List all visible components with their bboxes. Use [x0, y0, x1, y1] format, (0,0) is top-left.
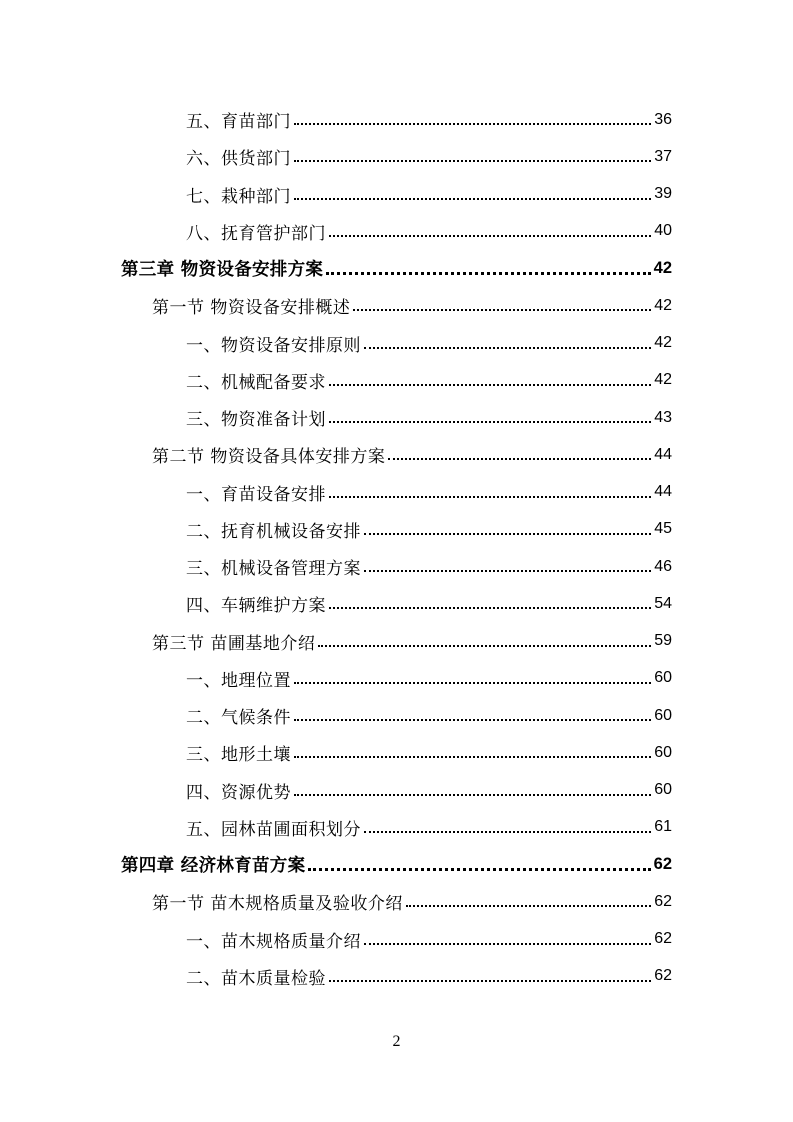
toc-entry-title: 第三节 苗圃基地介绍 [152, 633, 316, 654]
toc-dot-leader [329, 980, 651, 982]
toc-entry-title: 一、地理位置 [186, 670, 291, 691]
toc-entry-title: 四、资源优势 [186, 782, 291, 803]
toc-entry-item[interactable] [0, 213, 793, 250]
toc-entry-page-number: 39 [654, 185, 672, 203]
toc-dot-leader [308, 868, 650, 871]
toc-entry-title: 第一节 苗木规格质量及验收介绍 [152, 894, 403, 915]
toc-entry-page-number: 60 [654, 743, 672, 761]
toc-entry-page-number: 59 [654, 632, 672, 650]
toc-dot-leader [353, 309, 651, 311]
toc-entry-title: 一、物资设备安排原则 [186, 335, 361, 356]
toc-entry-item[interactable] [0, 399, 793, 436]
toc-dot-leader [294, 756, 651, 758]
toc-entry-page-number: 62 [653, 855, 672, 874]
toc-entry-title: 四、车辆维护方案 [186, 596, 326, 617]
toc-dot-leader [318, 645, 651, 647]
toc-entry-item[interactable] [0, 362, 793, 399]
page-number: 2 [392, 1033, 401, 1050]
toc-entry-section[interactable] [0, 436, 793, 473]
toc-entry-item[interactable] [0, 697, 793, 734]
toc-entry-title: 三、机械设备管理方案 [186, 559, 361, 580]
toc-entry-page-number: 36 [654, 110, 672, 128]
toc-dot-leader [388, 458, 651, 460]
toc-entry-item[interactable] [0, 921, 793, 958]
toc-entry-title: 五、园林苗圃面积划分 [186, 819, 361, 840]
toc-entry-page-number: 42 [653, 259, 672, 278]
toc-dot-leader [329, 235, 651, 237]
toc-dot-leader [364, 831, 651, 833]
toc-entry-item[interactable] [0, 585, 793, 622]
toc-entry-section[interactable] [0, 883, 793, 920]
toc-dot-leader [329, 421, 651, 423]
toc-dot-leader [329, 384, 651, 386]
toc-entry-item[interactable] [0, 325, 793, 362]
toc-entry-page-number: 62 [654, 967, 672, 985]
toc-dot-leader [294, 719, 651, 721]
toc-entry-page-number: 60 [654, 781, 672, 799]
toc-entry-item[interactable] [0, 809, 793, 846]
toc-entry-item[interactable] [0, 138, 793, 175]
toc-entry-section[interactable] [0, 623, 793, 660]
toc-entry-page-number: 44 [654, 483, 672, 501]
toc-entry-item[interactable] [0, 772, 793, 809]
toc-dot-leader [294, 794, 651, 796]
table-of-contents [0, 101, 793, 995]
toc-dot-leader [294, 682, 651, 684]
toc-entry-title: 第四章 经济林育苗方案 [121, 856, 306, 877]
toc-entry-page-number: 40 [654, 222, 672, 240]
toc-entry-page-number: 61 [654, 818, 672, 836]
toc-dot-leader [364, 347, 651, 349]
toc-entry-item[interactable] [0, 548, 793, 585]
toc-entry-title: 第二节 物资设备具体安排方案 [152, 447, 386, 468]
toc-entry-chapter[interactable] [0, 250, 793, 287]
toc-entry-page-number: 45 [654, 520, 672, 538]
toc-entry-title: 七、栽种部门 [186, 186, 291, 207]
toc-entry-page-number: 60 [654, 669, 672, 687]
toc-entry-item[interactable] [0, 511, 793, 548]
toc-entry-item[interactable] [0, 101, 793, 138]
toc-entry-page-number: 42 [654, 371, 672, 389]
toc-dot-leader [329, 496, 651, 498]
toc-entry-item[interactable] [0, 660, 793, 697]
toc-dot-leader [294, 123, 651, 125]
toc-dot-leader [294, 160, 651, 162]
toc-entry-page-number: 43 [654, 408, 672, 426]
toc-entry-page-number: 62 [654, 930, 672, 948]
toc-dot-leader [406, 905, 651, 907]
toc-entry-item[interactable] [0, 958, 793, 995]
toc-entry-page-number: 62 [654, 892, 672, 910]
toc-entry-page-number: 60 [654, 706, 672, 724]
toc-entry-page-number: 42 [654, 334, 672, 352]
toc-entry-section[interactable] [0, 287, 793, 324]
toc-entry-title: 六、供货部门 [186, 149, 291, 170]
toc-entry-page-number: 44 [654, 445, 672, 463]
toc-dot-leader [326, 272, 650, 275]
toc-entry-page-number: 37 [654, 147, 672, 165]
toc-entry-chapter[interactable] [0, 846, 793, 883]
toc-entry-title: 二、气候条件 [186, 708, 291, 729]
toc-entry-title: 三、物资准备计划 [186, 410, 326, 431]
toc-entry-page-number: 54 [654, 594, 672, 612]
toc-entry-title: 第一节 物资设备安排概述 [152, 298, 351, 319]
toc-dot-leader [329, 607, 651, 609]
toc-entry-title: 八、抚育管护部门 [186, 223, 326, 244]
toc-entry-title: 二、苗木质量检验 [186, 968, 326, 989]
toc-entry-title: 一、苗木规格质量介绍 [186, 931, 361, 952]
toc-dot-leader [364, 943, 651, 945]
toc-entry-title: 二、机械配备要求 [186, 372, 326, 393]
toc-entry-title: 二、抚育机械设备安排 [186, 521, 361, 542]
toc-entry-item[interactable] [0, 474, 793, 511]
toc-entry-item[interactable] [0, 734, 793, 771]
toc-dot-leader [294, 198, 651, 200]
toc-entry-title: 第三章 物资设备安排方案 [121, 260, 324, 281]
toc-entry-title: 三、地形土壤 [186, 745, 291, 766]
toc-entry-title: 一、育苗设备安排 [186, 484, 326, 505]
toc-entry-page-number: 42 [654, 296, 672, 314]
toc-dot-leader [364, 570, 651, 572]
toc-entry-title: 五、育苗部门 [186, 112, 291, 133]
toc-entry-page-number: 46 [654, 557, 672, 575]
toc-entry-item[interactable] [0, 176, 793, 213]
toc-dot-leader [364, 533, 651, 535]
